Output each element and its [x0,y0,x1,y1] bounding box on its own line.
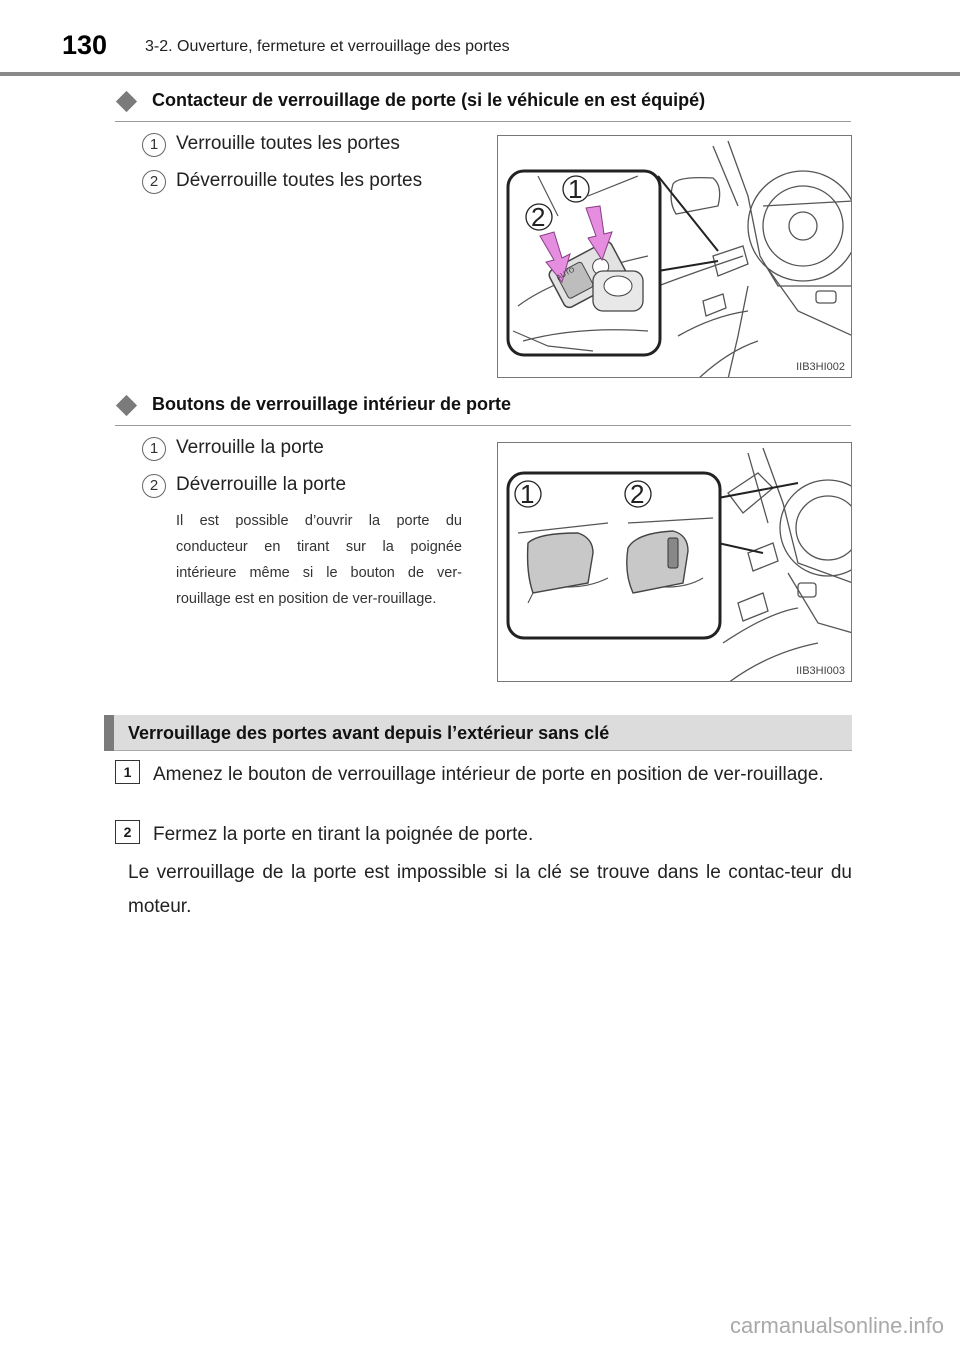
number-circle: 1 [142,133,166,157]
page-header [0,0,960,78]
chapter-title: 3-2. Ouverture, fermeture et verrouillage des portes [145,38,510,55]
svg-text:AUTO: AUTO [555,266,577,282]
item-label: Déverrouille la porte [176,474,347,495]
page-number: 130 [62,30,108,60]
list-item [142,170,482,198]
list-item [142,437,482,465]
inside-lock-buttons-illustration [498,443,852,682]
item-label: Verrouille toutes les portes [176,133,400,154]
section-heading-door-lock-switch [115,88,851,122]
diamond-bullet-icon [116,395,137,416]
step-number: 2 [115,820,140,844]
banner-accent-bar [104,715,114,751]
step-item [115,758,855,826]
number-circle: 2 [142,170,166,194]
number-circle: 1 [142,437,166,461]
watermark-text: carmanualsonline.info [729,1313,944,1338]
figure-inside-lock-buttons [497,442,852,682]
info-paragraph: Le verrouillage de la porte est impossible si la clé se trouve dans le contac-teur du moteur. [128,862,852,917]
svg-text:2: 2 [531,202,546,232]
step-item [115,818,855,852]
step-number: 1 [115,760,140,784]
section-heading-inside-lock-buttons [115,392,851,426]
section-title: Contacteur de verrouillage de porte (si le véhicule en est équipé) [152,90,706,110]
figure-code: IIB3HI002 [796,361,845,373]
step-text: Fermez la porte en tirant la poignée de porte. [153,824,534,845]
svg-text:2: 2 [630,479,645,509]
number-circle: 2 [142,474,166,498]
header-divider [0,72,960,76]
section-banner-lock-without-key [104,715,852,751]
diamond-bullet-icon [116,91,137,112]
section-title: Boutons de verrouillage intérieur de porte [152,394,512,414]
svg-text:1: 1 [520,479,535,509]
item-label: Déverrouille toutes les portes [176,170,423,191]
item-label: Verrouille la porte [176,437,324,458]
figure-code: IIB3HI003 [796,665,845,677]
svg-text:1: 1 [568,174,583,204]
banner-title: Verrouillage des portes avant depuis l’extérieur sans clé [128,723,610,743]
figure-door-lock-switch [497,135,852,378]
step-text: Amenez le bouton de verrouillage intérieur de porte en position de ver-rouillage. [153,764,824,785]
door-lock-switch-illustration [498,136,852,378]
list-item [142,133,482,161]
list-item [142,474,482,502]
note-text: Il est possible d’ouvrir la porte du conducteur en tirant sur la poignée intérieure même si le bouton de ver-rouillage est en position de ver-rouillage. [176,513,462,607]
